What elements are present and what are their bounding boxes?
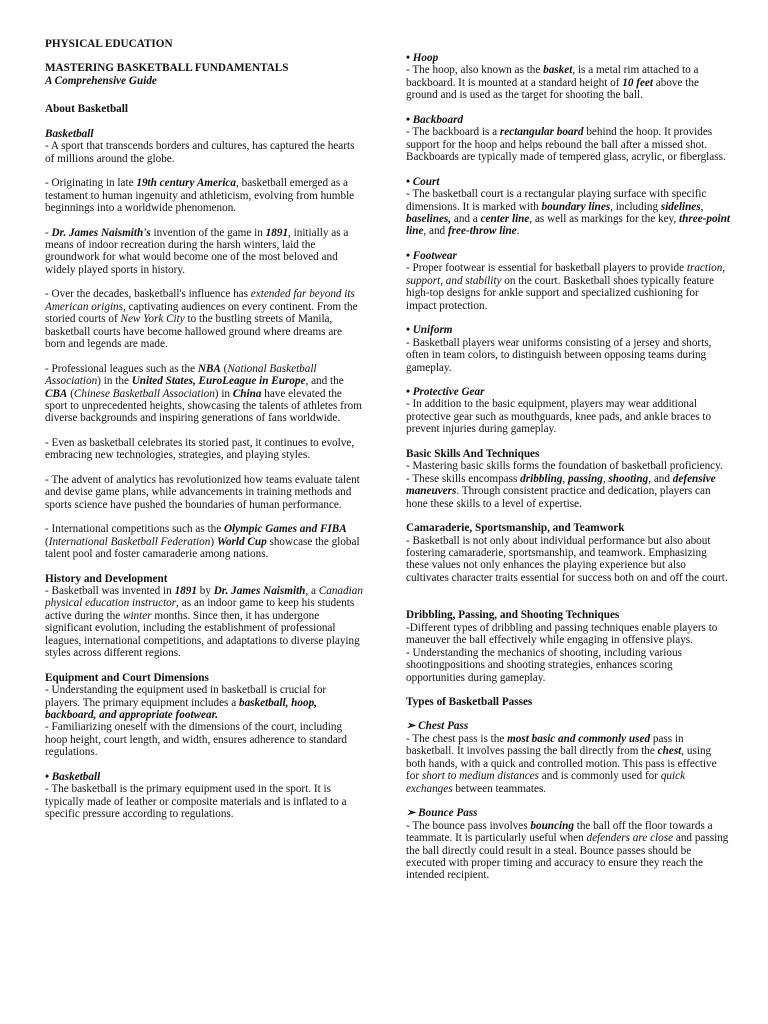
emphasis-bold-italic: bouncing <box>530 819 574 832</box>
text-run: , and <box>423 225 448 238</box>
text-run: - Mastering basic skills forms the foundation of basketball proficiency. <box>406 460 723 473</box>
text-run: - Understanding the equipment used in basketball is crucial for players. The primary equipment includes a <box>45 684 327 709</box>
paragraph <box>45 363 363 425</box>
section-heading: Camaraderie, Sportsmanship, and Teamwork <box>406 522 625 535</box>
emphasis-bold-italic: 10 feet <box>622 76 653 89</box>
emphasis-bold-italic: China <box>232 387 262 400</box>
text-run: - Over the decades, basketball's influence has <box>45 288 251 301</box>
text-run: - Basketball was invented in <box>45 584 175 597</box>
text-run: - Even as basketball celebrates its storied past, it continues to evolve, embracing new technologies, strategies, and playing styles. <box>45 436 355 462</box>
text-run: , including <box>610 200 661 213</box>
emphasis-italic: Chinese Basketball Association <box>73 387 215 400</box>
emphasis-italic: Canadian physical education instructor <box>45 584 363 610</box>
item-subheading: • Basketball <box>45 770 101 783</box>
text-run: ( <box>45 535 49 548</box>
text-run: pass in basketball. It involves passing the ball directly from the <box>406 732 684 758</box>
text-run: above the ground and is used as the target for shooting the ball. <box>406 76 699 102</box>
emphasis-italic: extended far beyond its American origins <box>45 288 355 313</box>
emphasis-bold-italic: passing <box>568 472 603 485</box>
text-run: - Basketball is not only about individual performance but also about fostering camaraderie, sportsmanship, and teamwork. Emphasizing these values not only enhances the playing experience but also cultivates character traits essential for success both on and off the court. <box>406 534 728 584</box>
emphasis-bold-italic: Olympic Games and FIBA <box>223 523 347 536</box>
text-run: have elevated the sport to unprecedented heights, showcasing the talents of athletes from diverse backgrounds and inspiring generations of fans worldwide. <box>45 387 362 425</box>
text-run: and passing the ball directly could result in a steal. Bounce passes should be executed with proper timing and accuracy to ensure they reach the intended recipient. <box>406 832 729 882</box>
text-run: - The backboard is a <box>406 126 500 139</box>
section-heading: Types of Basketball Passes <box>406 696 533 709</box>
text-run: - International competitions such as the <box>45 523 224 536</box>
emphasis-bold-italic: sidelines <box>660 200 701 213</box>
item-subheading: ➢ Chest Pass <box>406 720 469 733</box>
document-title: MASTERING BASKETBALL FUNDAMENTALS <box>45 62 289 75</box>
item-subheading: Basketball <box>45 127 94 140</box>
emphasis-bold-italic: baselines, <box>406 212 452 225</box>
document-subtitle: A Comprehensive Guide <box>45 74 157 87</box>
subject-heading: PHYSICAL EDUCATION <box>45 38 173 50</box>
text-run: - The bounce pass involves <box>406 819 531 832</box>
section-heading: Dribbling, Passing, and Shooting Techniques <box>406 609 620 622</box>
text-run: and is commonly used for <box>539 770 661 783</box>
emphasis-italic: winter <box>122 609 152 622</box>
emphasis-bold-italic: three-point line <box>406 212 730 238</box>
text-run: showcase the global talent pool and foster camaraderie among nations. <box>45 535 360 561</box>
text-run: - Professional leagues such as the <box>45 362 198 375</box>
emphasis-bold-italic: boundary lines <box>541 200 611 213</box>
text-run: - In addition to the basic equipment, players may wear additional protective gear such as mouthguards, knee pads, and ankle braces to prevent injuries during gameplay. <box>406 398 712 436</box>
paragraph <box>406 460 730 510</box>
paragraph <box>45 783 363 820</box>
text-run: - <box>45 226 52 239</box>
text-run: , initially as a means of indoor recreation during the harsh winters, laid the groundwork for what would become one of the most beloved and widely played sports in history. <box>45 226 349 276</box>
emphasis-bold-italic: shooting <box>608 472 649 485</box>
text-run: . Through consistent practice and dedication, players can hone these skills to a level of expertise. <box>406 485 711 510</box>
paragraph <box>406 262 730 312</box>
text-run: , <box>562 472 569 485</box>
text-run: behind the hoop. It provides support for the hoop and helps rebound the ball after a missed shot. Backboards are typically made of tempered glass, acrylic, or fiberglass. <box>406 126 726 164</box>
paragraph <box>45 140 363 165</box>
text-run: . <box>516 225 520 238</box>
emphasis-italic: traction, support, and stability <box>406 262 726 287</box>
right-column <box>406 52 730 882</box>
text-run: - Basketball players wear uniforms consisting of a jersey and shorts, often in team colors, to distinguish between opposing teams during gameplay. <box>406 336 712 374</box>
text-run: ) in <box>214 387 233 400</box>
paragraph <box>45 177 363 214</box>
item-subheading: • Footwear <box>406 249 457 262</box>
text-run: months. Since then, it has undergone significant evolution, including the establishment of professional leagues, international competitions, and adaptations to diverse playing styles across different regions. <box>45 609 360 660</box>
text-run: , and <box>648 472 673 485</box>
text-run: , basketball emerged as a testament to human ingenuity and athleticism, evolving from humble beginnings into a worldwide phenomenon. <box>45 177 355 215</box>
paragraph <box>406 64 730 101</box>
paragraph <box>45 227 363 277</box>
text-run: ( <box>67 387 74 400</box>
paragraph <box>406 337 730 374</box>
emphasis-bold-italic: most basic and commonly used <box>507 732 651 745</box>
paragraph <box>406 622 730 684</box>
paragraph <box>45 437 363 462</box>
paragraph <box>406 820 730 882</box>
emphasis-bold-italic: basketball, hoop, backboard, and appropriate footwear. <box>45 696 317 722</box>
emphasis-bold-italic: free-throw line <box>447 225 517 238</box>
text-run: between teammates. <box>452 782 547 795</box>
paragraph <box>406 188 730 238</box>
text-run: and a <box>451 212 481 225</box>
text-run: - The hoop, also known as the <box>406 64 544 77</box>
emphasis-italic: New York City <box>120 313 185 326</box>
emphasis-bold-italic: 19th century America <box>136 177 236 190</box>
text-run: on the court. Basketball shoes typically feature high-top designs for ankle support and specialized cushioning for impact protection. <box>406 274 714 312</box>
section-heading: Equipment and Court Dimensions <box>45 671 209 684</box>
emphasis-bold-italic: World Cup <box>216 535 267 548</box>
text-run: , <box>602 472 609 485</box>
emphasis-bold-italic: defensive maneuvers <box>406 472 716 498</box>
emphasis-bold-italic: Dr. James Naismith <box>213 584 306 597</box>
item-subheading: • Hoop <box>406 52 439 64</box>
emphasis-bold-italic: dribbling <box>520 472 563 485</box>
paragraph <box>406 126 730 163</box>
paragraph <box>45 474 363 511</box>
item-subheading: • Uniform <box>406 324 453 337</box>
paragraph <box>45 684 363 759</box>
text-run: by <box>196 584 214 597</box>
text-run: invention of the game in <box>150 226 266 239</box>
text-run: - Understanding the mechanics of shooting, including various shootingpositions and shooting strategies, enhances scoring opportunities during gameplay. <box>406 646 682 684</box>
emphasis-italic: short to medium distances <box>421 770 539 783</box>
text-run: , captivating audiences on every continent. From the storied courts of <box>45 300 358 326</box>
emphasis-bold-italic: rectangular board <box>499 126 584 139</box>
text-run: - The advent of analytics has revolutionized how teams evaluate talent and devise game plans, while advancements in training methods and sports science have pushed the boundaries of human performance. <box>45 473 360 511</box>
emphasis-bold-italic: Dr. James Naismith's <box>51 226 151 239</box>
item-subheading: • Backboard <box>406 113 464 126</box>
paragraph <box>406 733 730 795</box>
text-run: , is a metal rim attached to a backboard. It is mounted at a standard height of <box>406 64 699 89</box>
emphasis-bold-italic: NBA <box>197 362 221 375</box>
section-heading: About Basketball <box>45 103 128 116</box>
paragraph <box>45 523 363 560</box>
paragraph <box>406 535 730 585</box>
text-run: ( <box>220 362 228 375</box>
text-run: - Originating in late <box>45 177 137 190</box>
item-subheading: • Court <box>406 175 440 188</box>
emphasis-bold-italic: United States, EuroLeague in Europe <box>131 375 306 388</box>
emphasis-bold-italic: center line <box>480 212 530 225</box>
section-heading: Basic Skills And Techniques <box>406 447 540 460</box>
text-run: the ball off the floor towards a teammate. It is particularly useful when <box>406 819 713 845</box>
emphasis-italic: defenders are close <box>586 832 674 845</box>
emphasis-italic: International Basketball Federation <box>48 535 211 548</box>
text-run: - Familiarizing oneself with the dimensions of the court, including hoop height, court length, and width, ensures adherence to standard regulations. <box>45 721 347 759</box>
emphasis-bold-italic: chest <box>657 745 682 758</box>
text-run: , as well as markings for the key, <box>529 212 680 225</box>
text-run: to the bustling streets of Manila, basketball courts have become hallowed ground where dreams are born and legends are made. <box>45 313 342 351</box>
text-run: - Proper footwear is essential for basketball players to provide <box>406 262 687 275</box>
emphasis-bold-italic: 1891 <box>265 226 289 239</box>
text-run: , <box>700 200 704 213</box>
text-run: ) <box>210 535 217 548</box>
text-run: -Different types of dribbling and passing techniques enable players to maneuver the ball effectively while engaging in offensive plays. <box>406 621 718 647</box>
section-heading: History and Development <box>45 572 168 585</box>
emphasis-italic: quick exchanges <box>406 770 686 795</box>
item-subheading: • Protective Gear <box>406 385 485 398</box>
text-run: , as an indoor game to keep his students active during the <box>45 597 355 622</box>
emphasis-italic: National Basketball Association <box>45 362 317 388</box>
text-run: , a <box>305 584 319 597</box>
text-run: - The basketball is the primary equipment used in the sport. It is typically made of leather or composite materials and is inflated to a specific pressure according to regulations. <box>45 783 347 821</box>
emphasis-bold-italic: CBA <box>45 387 68 400</box>
item-subheading: ➢ Bounce Pass <box>406 807 478 820</box>
text-run: - The chest pass is the <box>406 732 508 745</box>
emphasis-bold-italic: 1891 <box>174 584 197 597</box>
text-run: , and the <box>305 375 344 388</box>
emphasis-bold-italic: basket <box>543 64 573 77</box>
text-run: , using both hands, with a quick and controlled motion. This pass is effective for <box>406 745 717 783</box>
paragraph <box>45 288 363 350</box>
paragraph <box>406 398 730 435</box>
text-run: - These skills encompass <box>406 472 521 485</box>
text-run: - The basketball court is a rectangular playing surface with specific dimensions. It is marked with <box>406 188 707 213</box>
text-run: ) in the <box>97 375 132 388</box>
text-run: - A sport that transcends borders and cultures, has captured the hearts of millions around the globe. <box>45 140 355 165</box>
left-column <box>45 38 363 821</box>
paragraph <box>45 585 363 660</box>
